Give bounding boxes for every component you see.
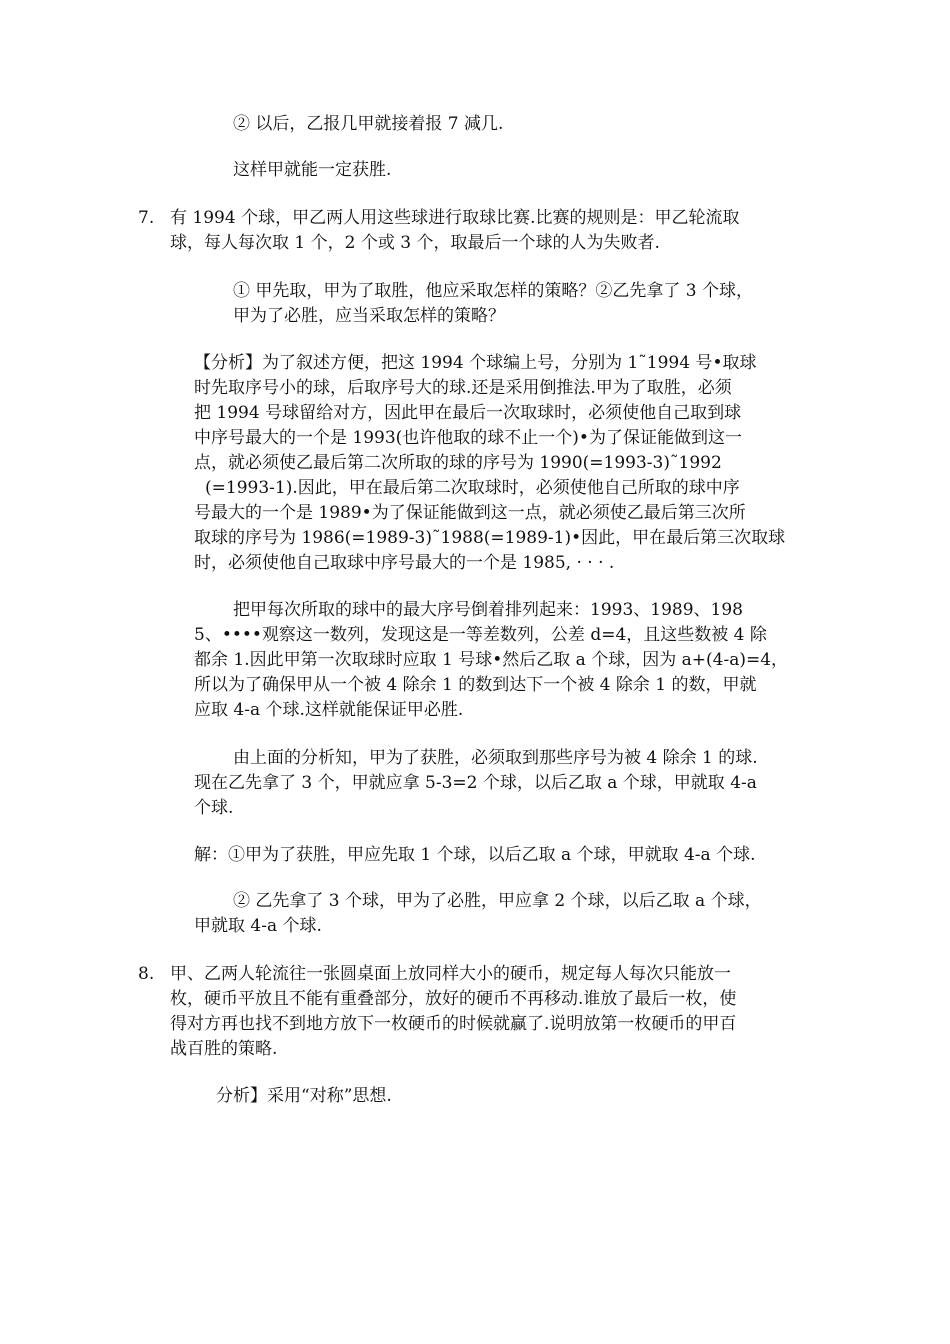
analysis-line: 【分析】为了叙述方便，把这 1994 个球编上号，分别为 1˜1994 号•取球	[194, 353, 757, 373]
conclusion-analysis-line: 现在乙先拿了 3 个，甲就应拿 5-3=2 个球，以后乙取 a 个球，甲就取 4-a	[194, 773, 757, 793]
conclusion-analysis-line: 个球.	[194, 798, 234, 818]
sequence-line: 5、••••观察这一数列，发现这是一等差数列，公差 d=4，且这些数被 4 除	[194, 625, 767, 645]
problem7-text-line: 球，每人每次取 1 个，2 个或 3 个，取最后一个球的人为失败者.	[170, 233, 660, 253]
analysis-line: (=1993-1).因此，甲在最后第二次取球时，必须使他自己所取的球中序	[205, 478, 740, 498]
solution-two-line: 甲就取 4-a 个球.	[194, 916, 322, 936]
conclusion-analysis-line: 由上面的分析知，甲为了获胜，必须取到那些序号为被 4 除余 1 的球.	[233, 748, 758, 768]
problem-number-8: 8.	[138, 964, 155, 984]
analysis-line: 中序号最大的一个是 1993(也许他取的球不止一个)•为了保证能做到这一	[194, 428, 742, 448]
problem8-analysis-line: 分析】采用“对称”思想.	[216, 1086, 392, 1106]
sequence-line: 应取 4-a 个球.这样就能保证甲必胜.	[194, 700, 464, 720]
analysis-line: 时先取序号小的球，后取序号大的球.还是采用倒推法.甲为了取胜，必须	[194, 378, 732, 398]
analysis-line: 时，必须使他自己取球中序号最大的一个是 1985, · · · .	[194, 553, 615, 573]
problem8-text-line: 得对方再也找不到地方放下一枚硬币的时候就赢了.说明放第一枚硬币的甲百	[170, 1014, 737, 1034]
problem-number-7: 7.	[138, 208, 155, 228]
problem7-question-line: ① 甲先取，甲为了取胜，他应采取怎样的策略？②乙先拿了 3 个球，	[233, 281, 754, 301]
problem8-text-line: 战百胜的策略.	[170, 1039, 278, 1059]
sequence-line: 把甲每次所取的球中的最大序号倒着排列起来：1993、1989、198	[233, 600, 743, 620]
problem8-text-line: 枚，硬币平放且不能有重叠部分，放好的硬币不再移动.谁放了最后一枚，使	[170, 989, 737, 1009]
problem8-text-line: 甲、乙两人轮流往一张圆桌面上放同样大小的硬币，规定每人每次只能放一	[170, 964, 731, 984]
analysis-line: 取球的序号为 1986(=1989-3)˜1988(=1989-1)•因此，甲在最后第三次取球	[194, 528, 786, 548]
analysis-line: 号最大的一个是 1989•为了保证能做到这一点，就必须使乙最后第三次所	[194, 503, 746, 523]
sequence-line: 所以为了确保甲从一个被 4 除余 1 的数到达下一个被 4 除余 1 的数，甲就	[194, 675, 757, 695]
sequence-line: 都余 1.因此甲第一次取球时应取 1 号球•然后乙取 a 个球，因为 a+(4-a)=4，	[194, 650, 789, 670]
problem7-question-line: 甲为了必胜，应当采取怎样的策略？	[233, 306, 505, 326]
step-two-line: ② 以后，乙报几甲就接着报 7 减几.	[233, 114, 504, 134]
solution-two-line: ② 乙先拿了 3 个球，甲为了必胜，甲应拿 2 个球，以后乙取 a 个球，	[233, 891, 762, 911]
analysis-line: 点，就必须使乙最后第二次所取的球的序号为 1990(=1993-3)˜1992	[194, 453, 722, 473]
conclusion-line: 这样甲就能一定获胜.	[233, 160, 392, 180]
analysis-line: 把 1994 号球留给对方，因此甲在最后一次取球时，必须使他自己取到球	[194, 403, 742, 423]
problem7-text-line: 有 1994 个球，甲乙两人用这些球进行取球比赛.比赛的规则是：甲乙轮流取	[170, 208, 740, 228]
solution-line: 解：①甲为了获胜，甲应先取 1 个球，以后乙取 a 个球，甲就取 4-a 个球.	[194, 845, 756, 865]
